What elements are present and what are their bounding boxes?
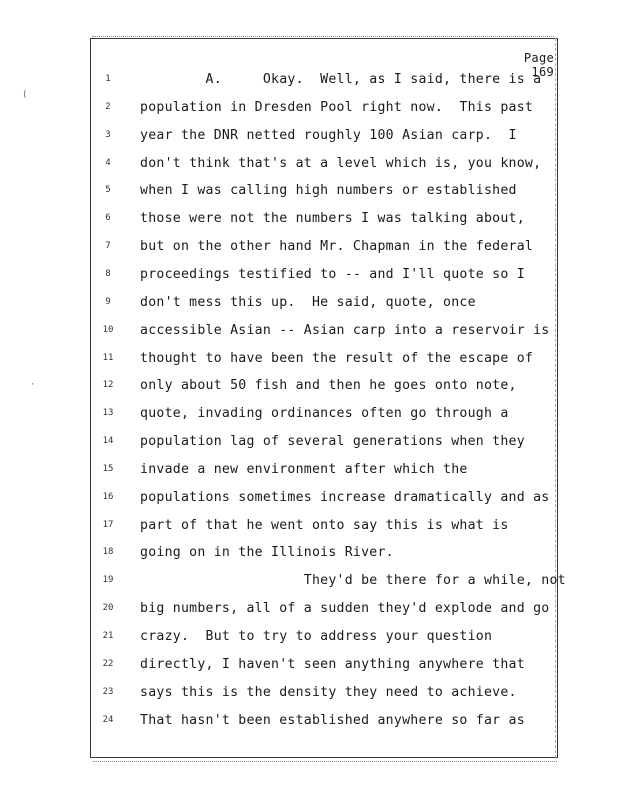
transcript-line xyxy=(0,518,618,538)
line-text: part of that he went onto say this is what is xyxy=(140,517,509,533)
scan-mark: · xyxy=(30,380,36,390)
line-number: 21 xyxy=(102,631,114,641)
transcript-line xyxy=(0,295,618,315)
line-number: 3 xyxy=(105,129,111,140)
line-text: proceedings testified to -- and I'll quote so I xyxy=(140,266,525,282)
line-number: 14 xyxy=(102,436,114,447)
transcript-line xyxy=(0,601,618,621)
line-number: 19 xyxy=(102,575,114,586)
transcript-line xyxy=(0,156,618,176)
transcript-line xyxy=(0,72,618,100)
line-text: A. Okay. Well, as I said, there is a xyxy=(140,72,542,87)
transcript-line xyxy=(0,351,618,371)
line-number: 2 xyxy=(105,101,111,112)
line-text: don't mess this up. He said, quote, once xyxy=(140,294,476,310)
transcript-line xyxy=(0,685,618,705)
line-text: That hasn't been established anywhere so far as xyxy=(140,712,525,728)
line-number: 6 xyxy=(105,213,111,224)
line-number: 8 xyxy=(105,268,111,279)
line-number: 9 xyxy=(105,296,111,307)
transcript-line xyxy=(0,713,618,733)
line-number: 13 xyxy=(102,408,114,419)
line-number: 16 xyxy=(102,491,114,502)
scan-mark: ( xyxy=(22,90,28,100)
line-number: 22 xyxy=(102,658,114,669)
line-text: but on the other hand Mr. Chapman in the federal xyxy=(140,239,534,255)
transcript-line xyxy=(0,545,618,565)
line-text: directly, I haven't seen anything anywhere that xyxy=(140,656,525,672)
line-text: invade a new environment after which the xyxy=(140,461,468,477)
line-text: going on in the Illinois River. xyxy=(140,545,394,561)
transcript-line xyxy=(0,183,618,203)
line-text: population in Dresden Pool right now. This past xyxy=(140,99,534,115)
transcript-line xyxy=(0,490,618,510)
transcript-line xyxy=(0,323,618,343)
transcript-line xyxy=(0,378,618,398)
line-number: 7 xyxy=(105,241,111,252)
transcript-line xyxy=(0,629,618,649)
line-number: 5 xyxy=(105,185,111,196)
line-text: populations sometimes increase dramatically and as xyxy=(140,489,550,505)
line-number: 17 xyxy=(102,519,114,530)
line-text: crazy. But to try to address your question xyxy=(140,629,493,644)
line-number: 12 xyxy=(102,380,114,391)
line-number: 20 xyxy=(102,603,114,614)
line-number: 23 xyxy=(102,686,114,697)
line-number: 18 xyxy=(102,547,114,558)
transcript-line xyxy=(0,573,618,593)
line-text: don't think that's at a level which is, you know, xyxy=(140,155,542,171)
line-number: 10 xyxy=(102,324,114,335)
line-text: population lag of several generations when they xyxy=(140,434,525,450)
line-number: 15 xyxy=(102,463,114,474)
transcript-line xyxy=(0,211,618,231)
line-text: says this is the density they need to achieve. xyxy=(140,684,517,700)
line-number: 4 xyxy=(105,157,111,168)
transcript-line xyxy=(0,434,618,454)
line-text: big numbers, all of a sudden they'd explode and go xyxy=(140,601,550,617)
line-number: 11 xyxy=(102,352,114,363)
transcript-line xyxy=(0,657,618,677)
transcript-line xyxy=(0,239,618,259)
line-text: quote, invading ordinances often go through a xyxy=(140,406,509,422)
line-text: those were not the numbers I was talking about, xyxy=(140,211,525,227)
transcript-line xyxy=(0,462,618,482)
line-number: 24 xyxy=(102,714,114,725)
line-text: year the DNR netted roughly 100 Asian carp. I xyxy=(140,127,517,143)
transcript-line xyxy=(0,406,618,426)
line-number: 1 xyxy=(105,74,111,84)
line-text: thought to have been the result of the escape of xyxy=(140,350,534,366)
transcript-line xyxy=(0,128,618,148)
line-text: They'd be there for a while, not xyxy=(140,573,566,589)
transcript-line xyxy=(0,267,618,287)
line-text: accessible Asian -- Asian carp into a reservoir is xyxy=(140,322,550,338)
line-text: only about 50 fish and then he goes onto note, xyxy=(140,378,517,394)
transcript-line xyxy=(0,100,618,120)
page-number: Page 169 xyxy=(523,51,554,79)
line-text: when I was calling high numbers or established xyxy=(140,183,517,199)
